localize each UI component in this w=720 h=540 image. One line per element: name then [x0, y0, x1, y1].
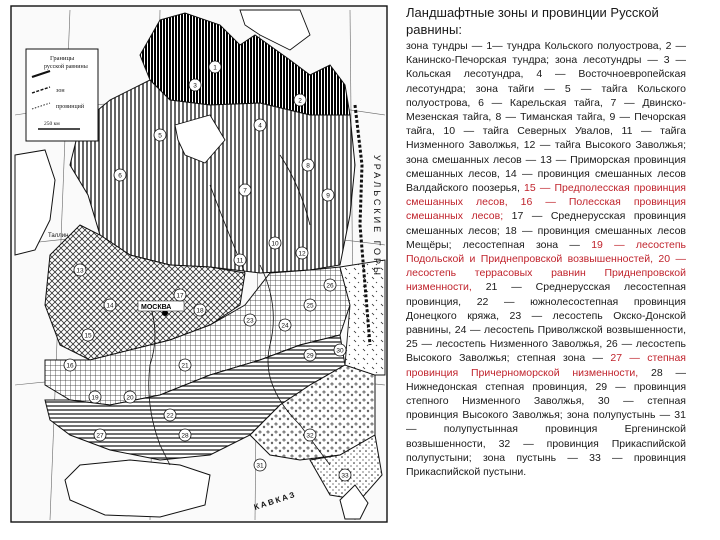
region-number-11: 11: [236, 257, 244, 265]
legend-heading-1: Границы: [50, 55, 75, 62]
region-number-27: 27: [96, 432, 104, 440]
region-number-18: 18: [196, 307, 204, 315]
region-number-6: 6: [118, 172, 122, 180]
region-number-8: 8: [306, 162, 310, 170]
region-number-28: 28: [181, 432, 189, 440]
region-number-2: 2: [298, 97, 302, 105]
page-title: Ландшафтные зоны и провинции Русской равнины:: [406, 5, 659, 37]
region-number-25: 25: [306, 302, 314, 310]
region-number-1: 1: [213, 64, 217, 72]
region-number-10: 10: [271, 240, 279, 248]
region-number-17: 17: [176, 292, 184, 300]
desc-segment-2-highlight: 15 — Предполесская провинция смешанных лесов, 16 — Полесская провинция смешанных лесов;: [406, 182, 686, 223]
region-number-31: 31: [256, 462, 264, 470]
region-number-12: 12: [298, 250, 306, 258]
desc-segment-1: зона тундры — 1— тундра Кольского полуострова, 2 — Канинско-Печорская тундра; зона лесотундры — 3 — Кольская лесотундра, 4 — Восточноевропейская лесотундра; зона тайги — 5 — тайга Кольского полуострова, 6 — Карельская тайга, 7 — Двинско-Мезенская тайга, 8 — Тиманская тайга, 9 — Печорская тайга, 10 — тайга Северных Увалов, 11 — тайга Низменного Заволжья, 12 — тайга Высокого Заволжья; зона смешанных лесов — 13 — Приморская провинция смешанных лесов, 14 — провинция смешанных лесов Валдайского поозерья,: [406, 40, 686, 195]
desc-segment-5: 21 — Среднерусская лесостепная провинция, 22 — южнолесостепная провинция Донецкого кряжа, 23 — лесостепь Окско-Донской равнины, 24 — лесостепь Приволжской возвышенности, 25 — лесостепь Низменного Заволжья, 26 — лесостепь Высокого Заволжья; степная зона —: [406, 281, 686, 365]
region-number-30: 30: [336, 347, 344, 355]
map-svg: [10, 5, 390, 525]
map-legend: [26, 49, 98, 141]
region-number-21: 21: [181, 362, 189, 370]
region-number-32: 32: [306, 432, 314, 440]
region-number-20: 20: [126, 394, 134, 402]
region-number-3: 3: [193, 82, 197, 90]
region-number-13: 13: [76, 267, 84, 275]
region-number-23: 23: [246, 317, 254, 325]
region-number-19: 19: [91, 394, 99, 402]
region-number-22: 22: [166, 412, 174, 420]
region-number-33: 33: [341, 472, 349, 480]
scale-label: 250 км: [44, 121, 60, 127]
legend-text-panel: [406, 4, 686, 479]
region-number-26: 26: [326, 282, 334, 290]
region-number-16: 16: [66, 362, 74, 370]
caucasus-label: КАВКАЗ: [252, 489, 298, 512]
desc-segment-4-highlight: 19 — лесостепь Подольской и Приднепровской возвышенностей, 20 — лесостепь террасовых равнин Приднепровской низменности,: [406, 238, 687, 294]
region-number-4: 4: [258, 122, 262, 130]
region-number-9: 9: [326, 192, 330, 200]
desc-segment-6-highlight: 27 — степная провинция Причерноморской низменности,: [406, 352, 686, 379]
region-number-5: 5: [158, 132, 162, 140]
region-number-24: 24: [281, 322, 289, 330]
region-number-7: 7: [243, 187, 247, 195]
description-body: [406, 39, 686, 479]
landscape-map: [10, 5, 390, 525]
region-number-14: 14: [106, 302, 114, 310]
tallinn-label: Таллин: [48, 233, 69, 239]
legend-zone: зон: [56, 88, 65, 94]
ural-label: УРАЛЬСКИЕ ГОРЫ: [372, 155, 382, 278]
legend-province: провинций: [56, 104, 85, 110]
desc-segment-7: 28 — Нижнедонская степная провинция, 29 — провинция степного Низменного Заволжья, 30 — степная провинция Высокого Заволжья; зона полупустынь — 31 — полупустынная провинция Ергенинской возвышенности, 32 — провинция Прикаспийской полупустыни; зона пустынь — 33 — провинция Прикаспийской пустыни.: [406, 366, 686, 479]
region-number-15: 15: [84, 332, 92, 340]
moscow-label: МОСКВА: [141, 304, 172, 311]
region-number-29: 29: [306, 352, 314, 360]
desc-segment-3: 17 — Среднерусская провинция смешанных лесов; 18 — провинция смешанных лесов Мещёры; лесостепная зона —: [406, 210, 686, 251]
legend-heading-2: русской равнины: [44, 64, 88, 70]
